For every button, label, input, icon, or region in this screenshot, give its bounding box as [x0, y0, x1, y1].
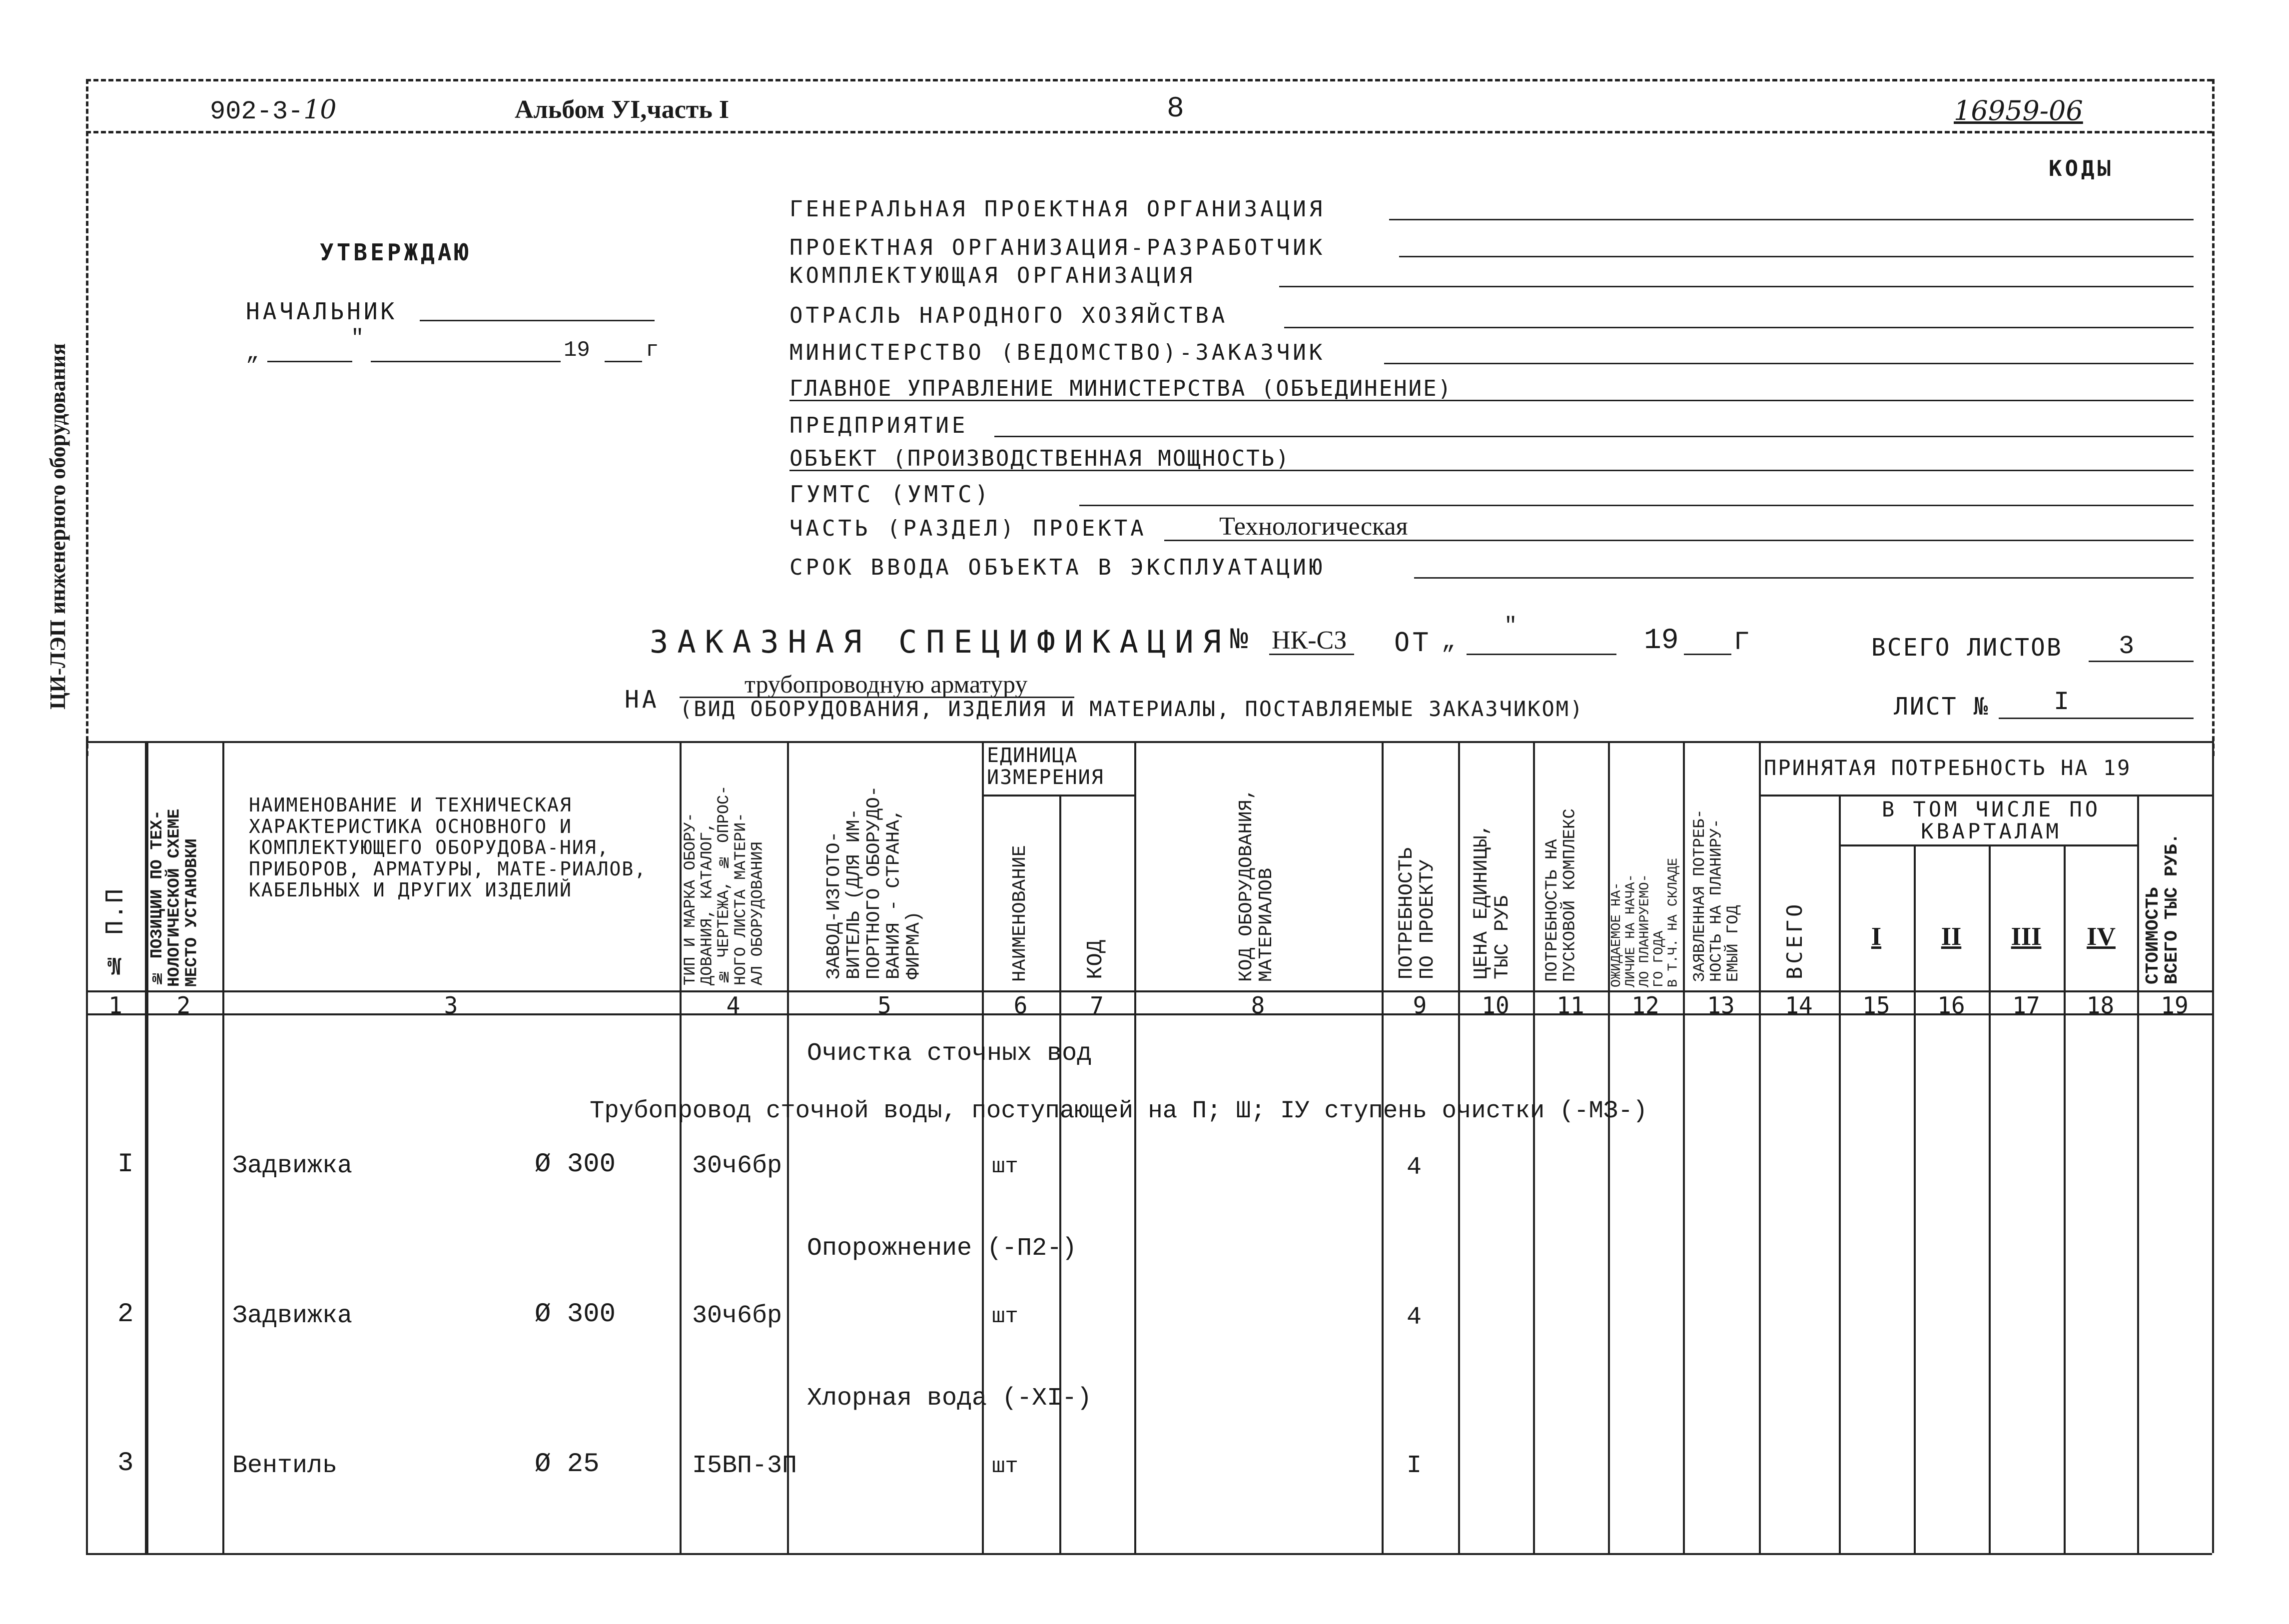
spec-date-quote-close: " [1504, 614, 1518, 639]
col-border-9 [1458, 741, 1460, 1553]
header-divider [86, 131, 2212, 133]
org-field-developer: ПРОЕКТНАЯ ОРГАНИЗАЦИЯ-РАЗРАБОТЧИК [789, 235, 1326, 260]
col-header-1: № П.П [101, 887, 128, 979]
row-size: Ø 300 [535, 1299, 616, 1330]
accepted-group-line [1759, 795, 2212, 797]
col-number-4: 4 [726, 992, 741, 1019]
org-field-object: ОБЪЕКТ (ПРОИЗВОДСТВЕННАЯ МОЩНОСТЬ) [789, 446, 1291, 471]
org-field-directorate-line [789, 400, 2194, 401]
row-num: I [117, 1149, 134, 1180]
frame-top [86, 79, 2212, 81]
col-header-7: КОД [1083, 939, 1108, 979]
col-number-13: 13 [1707, 992, 1735, 1019]
spec-on-label: НА [625, 686, 660, 714]
org-field-part-line [1164, 540, 2194, 541]
col-header-18-display: IV [2087, 922, 2116, 951]
col-border-5 [982, 741, 984, 1553]
row-unit: шт [992, 1304, 1018, 1329]
col-header-2: № ПОЗИЦИИ ПО ТЕХ- НОЛОГИЧЕСКОЙ СХЕМЕ МЕСТО УСТАНОВКИ [148, 809, 201, 987]
approve-date-g: г [646, 338, 659, 363]
col-number-1: 1 [108, 992, 122, 1019]
org-field-gumts: ГУМТС (УМТС) [789, 481, 992, 508]
spec-from-label: ОТ [1394, 628, 1432, 658]
col-header-8: КОД ОБОРУДОВАНИЯ, МАТЕРИАЛОВ [1236, 788, 1277, 982]
org-field-ministry-line [1384, 363, 2194, 364]
approve-date-quote-close: " [351, 326, 364, 351]
col-number-19: 19 [2161, 992, 2189, 1019]
col-number-10: 10 [1482, 992, 1510, 1019]
row-type: I5ВП-3П [692, 1452, 797, 1480]
col-border-12 [1683, 741, 1685, 1553]
org-field-deadline-line [1414, 577, 2194, 579]
registry-number: 16959-06 [1954, 95, 2083, 126]
frame-right [2212, 79, 2215, 756]
org-field-supplier: КОМПЛЕКТУЮЩАЯ ОРГАНИЗАЦИЯ [789, 263, 1196, 288]
table-right-line [2212, 741, 2214, 1553]
chief-label: НАЧАЛЬНИК [246, 298, 398, 325]
table-left-line [86, 741, 88, 1553]
col-number-3: 3 [444, 992, 458, 1019]
col-header-5: ЗАВОД-ИЗГОТО- ВИТЕЛЬ (ДЛЯ ИМ- ПОРТНОГО ОБОРУДО- ВАНИЯ - СТРАНА, ФИРМА) [823, 786, 925, 979]
approve-date-year: 19 [564, 338, 590, 363]
col-header-12: ОЖИДАЕМОЕ НА- ЛИЧИЕ НА НАЧА- ЛО ПЛАНИРУЕМО- ГО ГОДА В Т.Ч. НА СКЛАДЕ [1609, 857, 1681, 987]
spec-on-value: трубопроводную арматуру [745, 670, 1028, 698]
quarter-group-line [1839, 844, 2137, 846]
row-num: 3 [117, 1448, 134, 1479]
col-number-5: 5 [877, 992, 891, 1019]
col-header-19: СТОИМОСТЬ ВСЕГО ТЫС РУБ. [2143, 833, 2182, 984]
org-field-deadline: СРОК ВВОДА ОБЪЕКТА В ЭКСПЛУАТАЦИЮ [789, 555, 1326, 580]
col-header-6: НАИМЕНОВАНИЕ [1009, 845, 1031, 982]
col-number-16: 16 [1937, 992, 1965, 1019]
org-field-part: ЧАСТЬ (РАЗДЕЛ) ПРОЕКТА [789, 516, 1147, 541]
sheet-value: I [2054, 688, 2070, 717]
spec-number-label: № [1230, 624, 1249, 658]
unit-group-line [982, 795, 1134, 797]
row-size: Ø 25 [535, 1449, 600, 1480]
row-name: Задвижка [232, 1302, 353, 1330]
col-header-16: II [1941, 922, 1962, 951]
row-type: 30ч6бр [692, 1152, 782, 1180]
org-field-enterprise-line [994, 436, 2194, 437]
col-number-12: 12 [1631, 992, 1659, 1019]
spec-date-line-day [1467, 654, 1616, 655]
org-field-industry: ОТРАСЛЬ НАРОДНОГО ХОЗЯЙСТВА [789, 303, 1228, 328]
col-border-2 [222, 741, 224, 1553]
row-unit: шт [992, 1154, 1018, 1179]
approve-date-quote-open: „ [246, 341, 259, 366]
row-num: 2 [117, 1299, 134, 1330]
frame-left [86, 79, 88, 756]
row-unit: шт [992, 1454, 1018, 1479]
spec-title: ЗАКАЗНАЯ СПЕЦИФИКАЦИЯ [650, 624, 1230, 660]
spec-number: НК-СЗ [1272, 626, 1347, 655]
quarter-group-header: В ТОМ ЧИСЛЕ ПО КВАРТАЛАМ [1881, 797, 2101, 844]
approve-date-line-year [605, 361, 642, 362]
sheet-line [1999, 718, 2194, 719]
section-title-chlorine: Хлорная вода (-ХI-) [807, 1384, 1092, 1413]
col-header-17: III [2011, 922, 2042, 951]
doc-code-prefix: 902-3- [210, 97, 304, 126]
spec-year-line [1684, 654, 1731, 655]
col-header-4: ТИП И МАРКА ОБОРУ- ДОВАНИЯ, КАТАЛОГ, № ЧЕРТЕЖА, № ОПРОС- НОГО ЛИСТА МАТЕРИ- АЛ ОБОРУДОВАНИЯ [681, 785, 767, 985]
col-number-11: 11 [1556, 992, 1584, 1019]
row-type: 30ч6бр [692, 1302, 782, 1330]
unit-group-header: ЕДИНИЦА ИЗМЕРЕНИЯ [987, 744, 1104, 789]
col-border-18 [2137, 795, 2139, 1553]
org-field-enterprise: ПРЕДПРИЯТИЕ [789, 413, 968, 438]
approve-date [246, 326, 676, 368]
spec-date-quote-open: „ [1442, 629, 1456, 655]
col-number-17: 17 [2012, 992, 2040, 1019]
section-title-pipeline: Трубопровод сточной воды, поступающей на П; Ш; IУ ступень очистки (-МЗ-) [590, 1097, 1648, 1125]
approve-date-line-month [371, 361, 561, 362]
col-number-18: 18 [2086, 992, 2115, 1019]
org-field-ministry: МИНИСТЕРСТВО (ВЕДОМСТВО)-ЗАКАЗЧИК [789, 340, 1326, 365]
col-border-8 [1382, 741, 1384, 1553]
col-header-3: НАИМЕНОВАНИЕ И ТЕХНИЧЕСКАЯ ХАРАКТЕРИСТИКА ОСНОВНОГО И КОМПЛЕКТУЮЩЕГО ОБОРУДОВА-НИЯ, ПРИБОРОВ, АРМАТУРЫ, МАТЕ-РИАЛОВ, КАБЕЛЬНЫХ И ДРУГИХ ИЗДЕЛИЙ [249, 794, 647, 901]
table-top-line [86, 741, 2212, 743]
doc-code-hand: 10 [303, 95, 337, 125]
row-qty: I [1407, 1452, 1422, 1480]
doc-code [210, 95, 336, 126]
total-sheets-value: 3 [2119, 632, 2135, 661]
col-border-10 [1533, 741, 1535, 1553]
codes-label: КОДЫ [2049, 156, 2114, 181]
col-border-4 [787, 741, 789, 1553]
row-size: Ø 300 [535, 1149, 616, 1180]
page-number: 8 [1167, 93, 1184, 125]
approve-label: УТВЕРЖДАЮ [320, 239, 472, 266]
col-number-7: 7 [1090, 992, 1104, 1019]
spec-number-line [1269, 654, 1354, 655]
col-header-14: ВСЕГО [1782, 901, 1807, 979]
accepted-group-header: ПРИНЯТАЯ ПОТРЕБНОСТЬ НА 19 [1764, 756, 2132, 780]
table-bottom-line [86, 1553, 2212, 1555]
col-header-10: ЦЕНА ЕДИНИЦЫ, ТЫС РУБ [1471, 823, 1514, 979]
side-stamp: ЦИ-ЛЭП инженерного оборудования [45, 343, 70, 710]
col-number-6: 6 [1013, 992, 1028, 1019]
album-label: Альбом УI,часть I [515, 95, 730, 124]
total-sheets-label: ВСЕГО ЛИСТОВ [1871, 634, 2063, 662]
org-field-supplier-line [1279, 286, 2194, 287]
approve-date-line-day [267, 361, 352, 362]
org-field-developer-line [1399, 256, 2194, 257]
org-field-industry-line [1284, 327, 2194, 328]
org-field-general: ГЕНЕРАЛЬНАЯ ПРОЕКТНАЯ ОРГАНИЗАЦИЯ [789, 196, 1326, 222]
col-border-14 [1839, 795, 1841, 1553]
section-title-drain: Опорожнение (-П2-) [807, 1234, 1077, 1263]
spec-year-suffix: Г [1734, 628, 1750, 657]
row-qty: 4 [1407, 1153, 1422, 1182]
org-field-object-line [789, 470, 2194, 471]
org-field-part-value: Технологическая [1219, 512, 1408, 541]
col-number-14: 14 [1785, 992, 1813, 1019]
total-sheets-line [2089, 661, 2194, 662]
col-border-6 [1059, 795, 1061, 1553]
col-number-8: 8 [1251, 992, 1265, 1019]
org-field-general-line [1389, 219, 2194, 220]
col-header-9: ПОТРЕБНОСТЬ ПО ПРОЕКТУ [1396, 847, 1439, 979]
col-border-7 [1134, 741, 1136, 1553]
spec-year: 19 [1644, 625, 1679, 657]
row-qty: 4 [1407, 1303, 1422, 1332]
col-header-13: ЗАЯВЛЕННАЯ ПОТРЕБ- НОСТЬ НА ПЛАНИРУ- ЕМЫЙ ГОД [1690, 809, 1743, 982]
org-field-gumts-line [1079, 505, 2194, 506]
col-header-15: I [1871, 922, 1882, 951]
col-number-9: 9 [1413, 992, 1427, 1019]
sheet-label: ЛИСТ № [1894, 693, 1990, 721]
org-field-directorate: ГЛАВНОЕ УПРАВЛЕНИЕ МИНИСТЕРСТВА (ОБЪЕДИНЕНИЕ) [789, 376, 1453, 401]
spec-on-hint: (ВИД ОБОРУДОВАНИЯ, ИЗДЕЛИЯ И МАТЕРИАЛЫ, ПОСТАВЛЯЕМЫЕ ЗАКАЗЧИКОМ) [680, 697, 1584, 721]
col-border-13 [1759, 741, 1761, 1553]
col-header-11: ПОТРЕБНОСТЬ НА ПУСКОВОЙ КОМПЛЕКС [1543, 809, 1580, 982]
row-name: Вентиль [232, 1452, 338, 1480]
row-name: Задвижка [232, 1152, 353, 1180]
col-number-2: 2 [176, 992, 191, 1019]
section-title-treatment: Очистка сточных вод [807, 1039, 1092, 1068]
col-number-15: 15 [1862, 992, 1890, 1019]
chief-sign-line [420, 320, 655, 321]
